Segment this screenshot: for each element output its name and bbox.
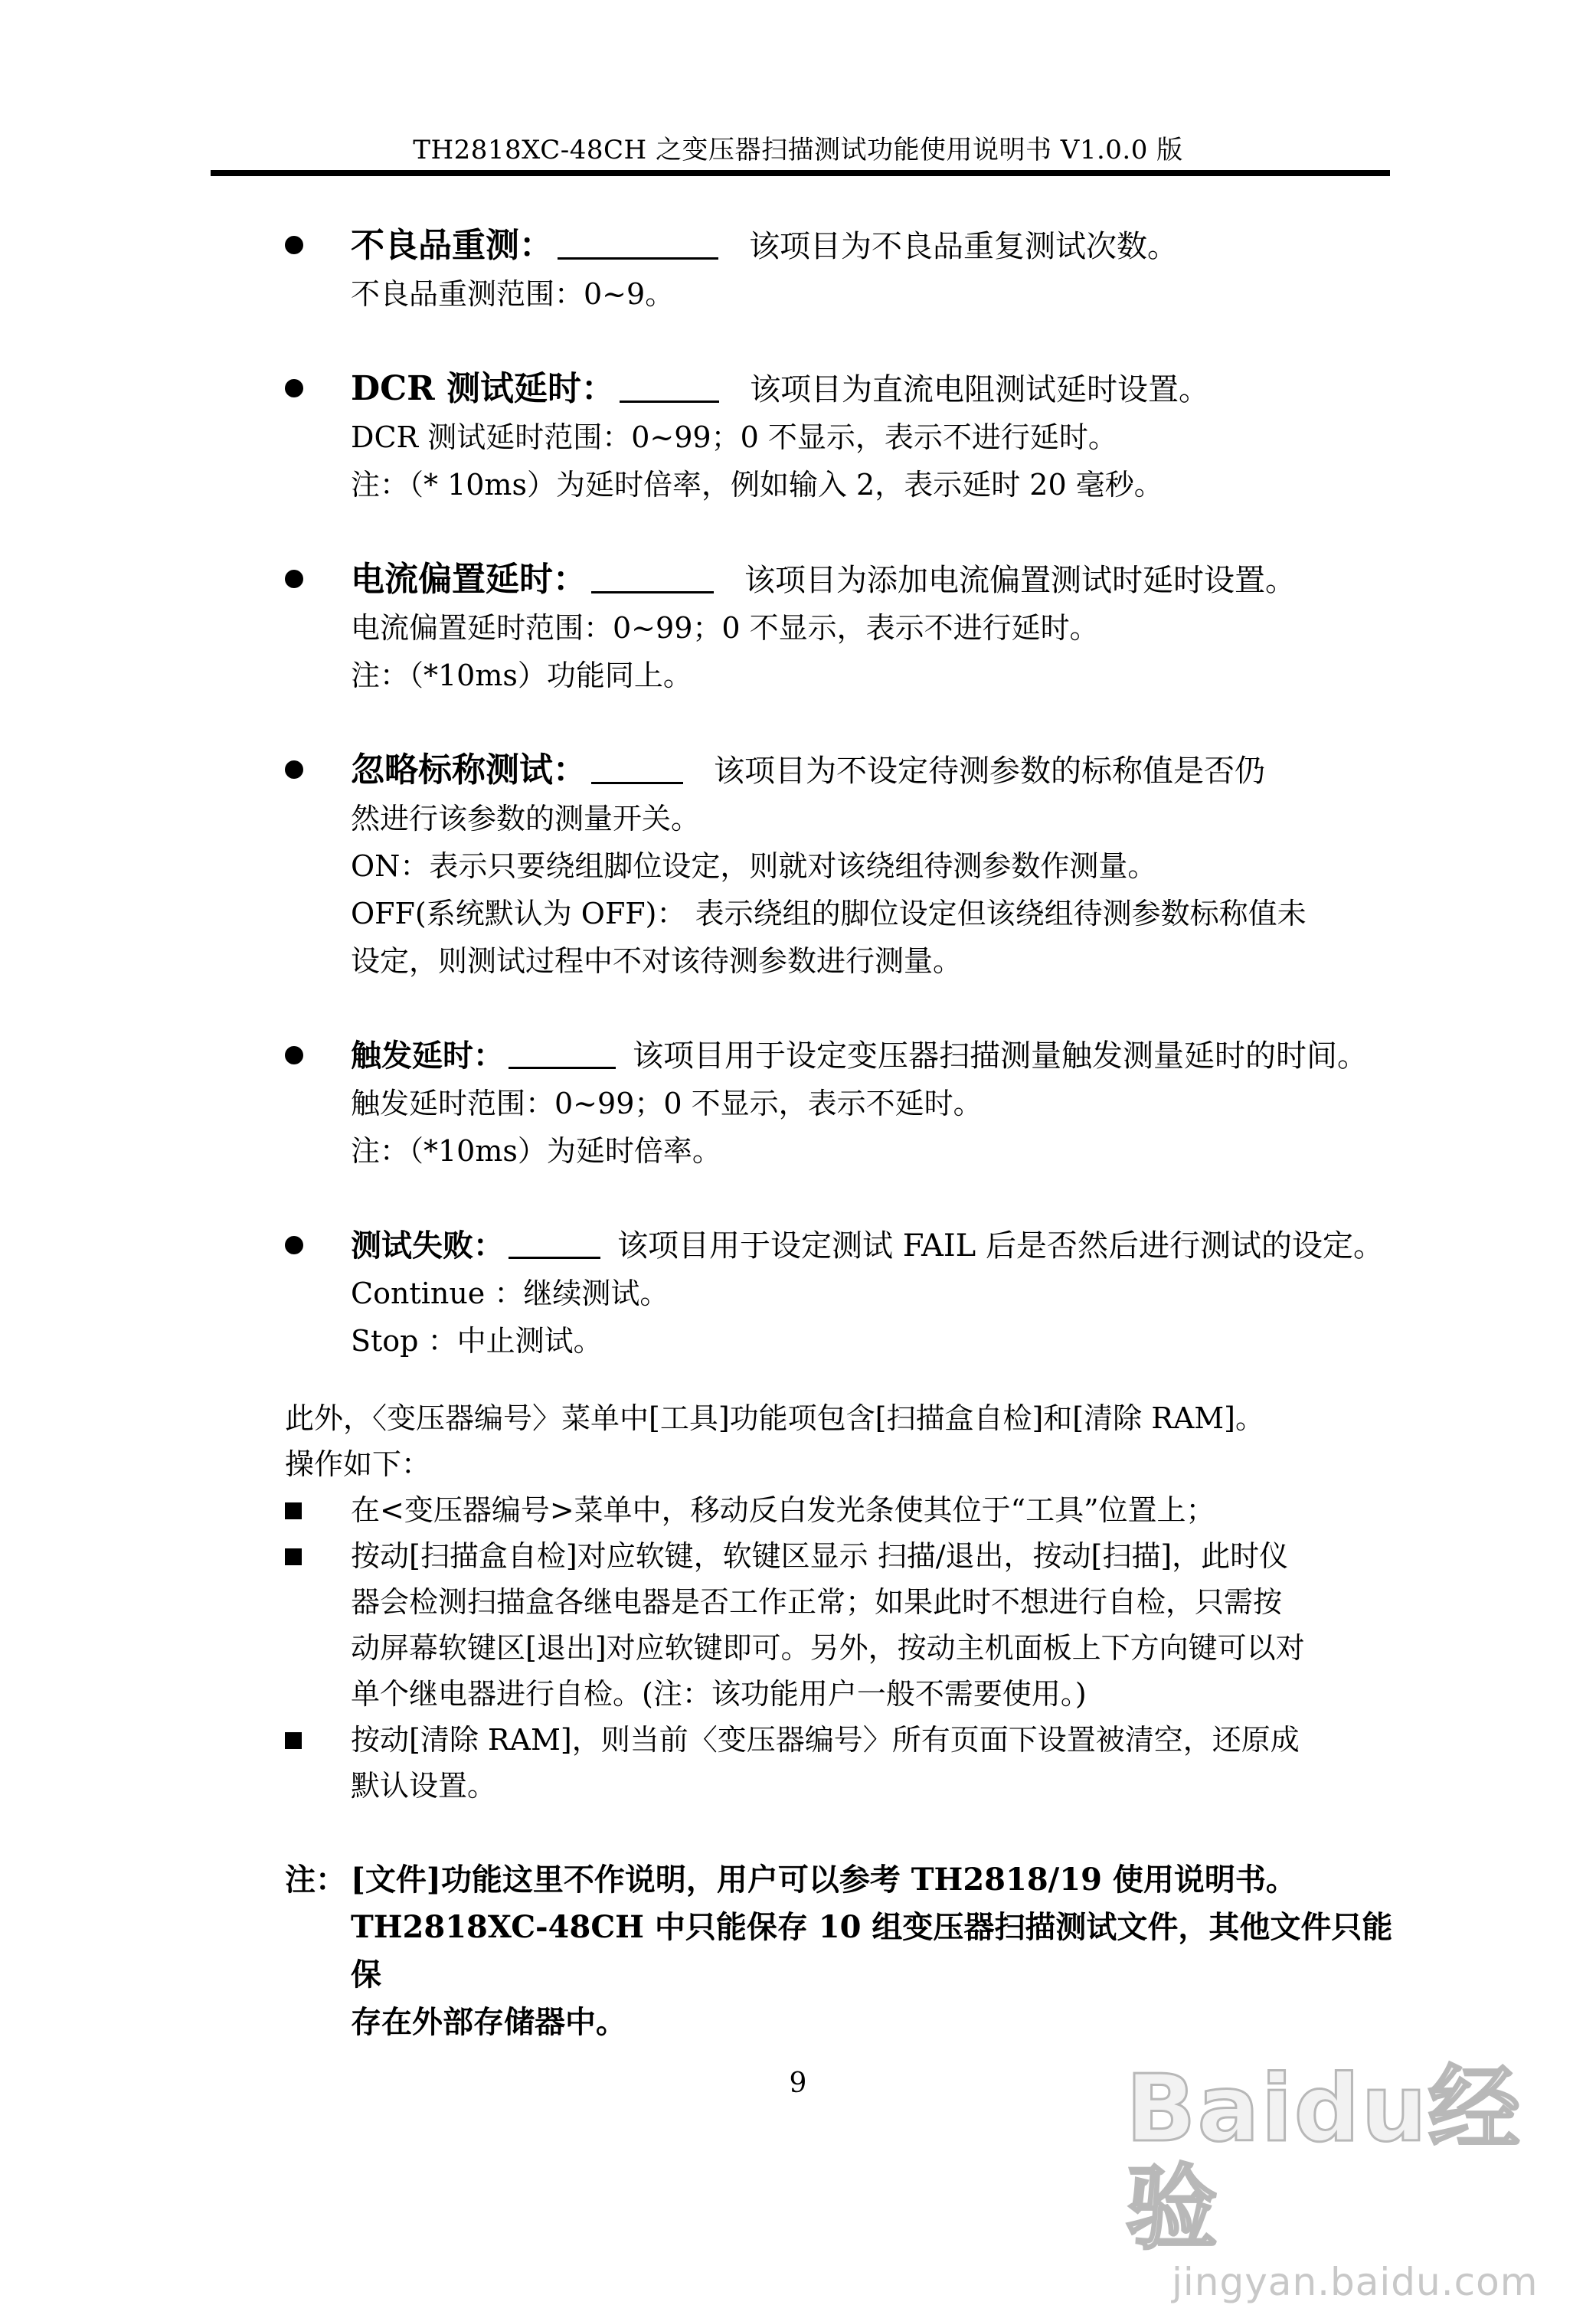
note-line: TH2818XC-48CH 中只能保存 10 组变压器扫描测试文件，其他文件只能保 bbox=[351, 1909, 1393, 1993]
item-description: 该项目为不设定待测参数的标称值是否仍 bbox=[714, 754, 1265, 789]
note-line: 存在外部存储器中。 bbox=[351, 2004, 626, 2040]
step-line: 在<变压器编号>菜单中，移动反白发光条使其位于“工具”位置上； bbox=[351, 1493, 1215, 1527]
blank-field bbox=[591, 751, 683, 784]
item-description: 该项目为直流电阻测试延时设置。 bbox=[750, 372, 1210, 407]
page-number: 9 bbox=[789, 2068, 807, 2099]
watermark-url: jingyan.baidu.com bbox=[1172, 2260, 1539, 2304]
blank-field bbox=[509, 1226, 600, 1259]
setting-item-test-fail bbox=[285, 1222, 1395, 1365]
item-detail-line: 注：（* 10ms）为延时倍率，例如输入 2，表示延时 20 毫秒。 bbox=[351, 468, 1163, 502]
step-line: 按动[扫描盒自检]对应软键，软键区显示 扫描/退出，按动[扫描]，此时仪 bbox=[351, 1539, 1289, 1573]
step-item bbox=[285, 1533, 1395, 1717]
bullet-icon bbox=[285, 1046, 303, 1064]
step-item bbox=[285, 1717, 1395, 1809]
item-detail-line: 然进行该参数的测量开关。 bbox=[351, 802, 701, 835]
item-detail-line: 触发延时范围：0~99；0 不显示，表示不延时。 bbox=[351, 1087, 983, 1120]
note-block bbox=[285, 1856, 1395, 2046]
baidu-jingyan-watermark bbox=[1126, 2056, 1555, 2304]
item-detail-line: 电流偏置延时范围：0~99；0 不显示，表示不进行延时。 bbox=[351, 611, 1099, 645]
setting-item-trigger-delay bbox=[285, 1032, 1395, 1175]
setting-item-bias-delay bbox=[285, 556, 1395, 699]
item-detail-line: DCR 测试延时范围：0~99；0 不显示，表示不进行延时。 bbox=[351, 420, 1117, 454]
blank-field bbox=[558, 227, 718, 260]
square-bullet-icon bbox=[285, 1732, 302, 1749]
item-label: 电流偏置延时： bbox=[351, 560, 587, 599]
bullet-icon bbox=[285, 1236, 303, 1254]
setting-item-ignore-nominal bbox=[285, 747, 1395, 985]
watermark-logo: Baidu经验 bbox=[1126, 2056, 1522, 2262]
setting-item-retest bbox=[285, 222, 1395, 318]
item-detail-line: OFF(系统默认为 OFF)： 表示绕组的脚位设定但该绕组待测参数标称值未 bbox=[351, 897, 1307, 930]
note-prefix: 注： bbox=[285, 1862, 346, 1898]
step-item bbox=[285, 1487, 1395, 1533]
step-line: 按动[清除 RAM]，则当前〈变压器编号〉所有页面下设置被清空，还原成 bbox=[351, 1723, 1300, 1757]
step-line: 单个继电器进行自检。(注：该功能用户一般不需要使用。) bbox=[351, 1677, 1087, 1711]
intro-line: 操作如下： bbox=[285, 1447, 431, 1481]
step-line: 器会检测扫描盒各继电器是否工作正常；如果此时不想进行自检，只需按 bbox=[351, 1585, 1283, 1619]
bullet-icon bbox=[285, 570, 303, 588]
item-label: 测试失败： bbox=[351, 1228, 504, 1264]
page-content bbox=[285, 222, 1395, 2046]
item-detail-line: 注：（*10ms）功能同上。 bbox=[351, 659, 692, 692]
item-description: 该项目用于设定变压器扫描测量触发测量延时的时间。 bbox=[633, 1038, 1368, 1074]
item-detail-line: 注：（*10ms）为延时倍率。 bbox=[351, 1134, 721, 1168]
item-detail-line: 不良品重测范围：0~9。 bbox=[351, 277, 675, 311]
step-line: 默认设置。 bbox=[351, 1769, 497, 1803]
square-bullet-icon bbox=[285, 1548, 302, 1565]
item-description: 该项目为不良品重复测试次数。 bbox=[749, 229, 1178, 264]
bullet-icon bbox=[285, 379, 303, 397]
note-line: [文件]功能这里不作说明，用户可以参考 TH2818/19 使用说明书。 bbox=[351, 1862, 1297, 1898]
item-detail-line: Continue ：继续测试。 bbox=[351, 1277, 669, 1310]
item-description: 该项目为添加电流偏置测试时延时设置。 bbox=[744, 563, 1296, 598]
item-label: 忽略标称测试： bbox=[351, 750, 587, 790]
square-bullet-icon bbox=[285, 1502, 302, 1519]
setting-item-dcr-delay bbox=[285, 365, 1395, 508]
item-label: 触发延时： bbox=[351, 1038, 504, 1074]
page-header-title: TH2818XC-48CH 之变压器扫描测试功能使用说明书 V1.0.0 版 bbox=[413, 135, 1183, 165]
item-detail-line: ON：表示只要绕组脚位设定，则就对该绕组待测参数作测量。 bbox=[351, 849, 1157, 883]
blank-field bbox=[591, 561, 714, 593]
blank-field bbox=[509, 1036, 616, 1069]
blank-field bbox=[620, 370, 719, 403]
item-description: 该项目用于设定测试 FAIL 后是否然后进行测试的设定。 bbox=[617, 1228, 1384, 1264]
bullet-icon bbox=[285, 760, 303, 779]
item-label: DCR 测试延时： bbox=[351, 369, 616, 408]
step-list bbox=[285, 1487, 1395, 1809]
item-detail-line: Stop ：中止测试。 bbox=[351, 1324, 603, 1358]
bullet-icon bbox=[285, 236, 303, 254]
header-rule bbox=[211, 170, 1390, 176]
step-line: 动屏幕软键区[退出]对应软键即可。另外，按动主机面板上下方向键可以对 bbox=[351, 1631, 1305, 1665]
intro-line: 此外，〈变压器编号〉菜单中[工具]功能项包含[扫描盒自检]和[清除 RAM]。 bbox=[285, 1401, 1264, 1435]
item-label: 不良品重测： bbox=[351, 226, 553, 265]
item-detail-line: 设定，则测试过程中不对该待测参数进行测量。 bbox=[351, 944, 963, 978]
